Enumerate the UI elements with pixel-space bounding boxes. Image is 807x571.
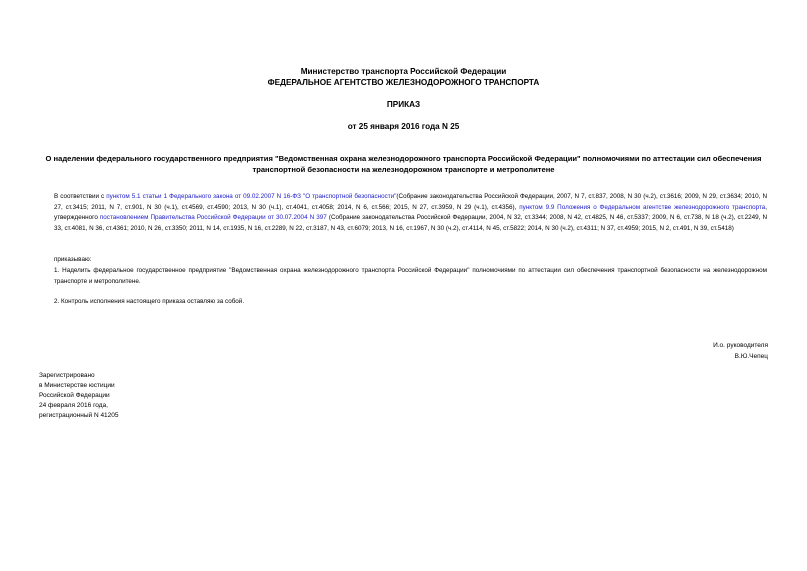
- preamble-text-4: (Собрание законодательства Российской Федерации, 2004, N 32, ст.3344; 2008, N 42, ст.4825, N 46, ст.5337; 2009, N 6, ст.738, N 18 (ч.2), ст.2249, N 33, ст.4081, N 36, ст.4361; 2010, N 26, ст.3350; 2011, N 14, ст.1935, N 16, ст.2289, N 22, ст.3187, N 43, ст.6079; 2013, N 16, ст.1967, N 30 (ч.2), ст.4114, N 45, ст.5822; 2014, N 30 (ч.2), ст.4311; N 37, ст.4959; 2015, N 2, ст.491, N 39, ст.5418): [54, 214, 767, 232]
- registration-line-4: 24 февраля 2016 года,: [39, 402, 108, 409]
- registration-line-1: Зарегистрировано: [39, 372, 95, 379]
- signature-block: [713, 340, 768, 362]
- agency-name: ФЕДЕРАЛЬНОЕ АГЕНТСТВО ЖЕЛЕЗНОДОРОЖНОГО ТРАНСПОРТА: [267, 78, 540, 87]
- preamble-text-1: В соответствии с: [54, 193, 107, 200]
- preamble-text-3: , утвержденного: [54, 203, 768, 221]
- law-link[interactable]: пунктом 5.1 статьи 1 Федерального закона от 09.02.2007 N 16-ФЗ "О транспортной безопасности": [106, 193, 397, 200]
- order-word: приказываю:: [54, 256, 92, 263]
- regulation-link[interactable]: пунктом 9.9 Положения о Федеральном агентстве железнодорожного транспорта: [519, 203, 766, 211]
- order-item-2: 2. Контроль исполнения настоящего приказа оставляю за собой.: [54, 298, 245, 305]
- registration-line-2: в Министерстве юстиции: [39, 382, 115, 389]
- signer-name: В.Ю.Чепец: [734, 353, 768, 360]
- signer-position: И.о. руководителя: [713, 342, 768, 349]
- order-item-1: 1. Наделить федеральное государственное предприятие "Ведомственная охрана железнодорожного транспорта Российской Федерации" полномочиями по аттестации сил обеспечения транспортной безопасности на железнодорожном транспорте и метрополитене.: [54, 267, 767, 285]
- doc-type: ПРИКАЗ: [386, 100, 421, 109]
- registration-block: [39, 371, 119, 421]
- ministry-name: Министерство транспорта Российской Федерации: [300, 67, 507, 76]
- registration-line-3: Российской Федерации: [39, 392, 110, 399]
- preamble-text-2: (Собрание законодательства Российской Федерации, 2007, N 7, ст.837, 2008, N 30 (ч.2), ст.3616; 2009, N 29, ст.3634; 2010, N 27, ст.3415; 2011, N 7, ст.901, N 30 (ч.1), ст.4569, ст.4590; 2013, N 30 (ч.1), ст.4041, ст.4058; 2014, N 6, ст.566; 2015, N 27, ст.3959, N 29 (ч.1), ст.4356),: [54, 193, 768, 211]
- resolution-link[interactable]: постановлением Правительства Российской Федерации от 30.07.2004 N 397: [99, 214, 327, 221]
- preamble-paragraph: [40, 192, 767, 234]
- registration-line-5: регистрационный N 41205: [39, 412, 119, 419]
- doc-date-number: от 25 января 2016 года N 25: [347, 122, 460, 131]
- doc-title: О наделении федерального государственного предприятия "Ведомственная охрана железнодорожного транспорта Российской Федерации" полномочиями по аттестации сил обеспечения транспортной безопасности на железнодорожном транспорте и метрополитене: [45, 154, 762, 174]
